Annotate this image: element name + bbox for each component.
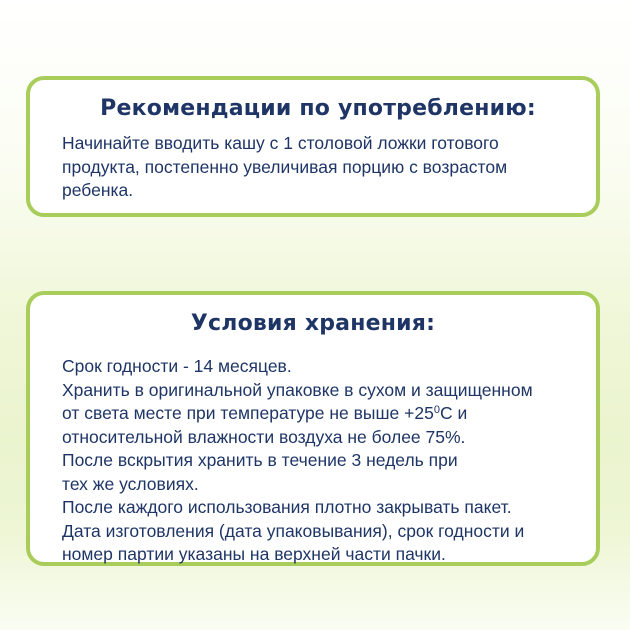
recommendations-line: ребенка.: [62, 180, 134, 200]
batch-number-line: номер партии указаны на верхней части пачки.: [62, 544, 446, 564]
storage-text: [30, 337, 596, 567]
manufacture-date-line: Дата изготовления (дата упаковывания), срок годности и: [62, 520, 525, 541]
humidity-line: относительной влажности воздуха не более 75%.: [62, 426, 466, 447]
storage-line: Хранить в оригинальной упаковке в сухом и защищенном: [62, 379, 533, 400]
after-opening-line: тех же условиях.: [62, 473, 199, 494]
after-opening-line: После вскрытия хранить в течение 3 недель при: [62, 450, 458, 470]
temperature-text: от света месте при температуре не выше +25: [62, 403, 434, 423]
recommendations-line: Начинайте вводить кашу с 1 столовой ложки готового: [62, 133, 499, 153]
storage-card: [26, 291, 600, 566]
recommendations-line: продукта, постепенно увеличивая порцию с возрастом: [62, 156, 508, 177]
recommendations-text: [30, 122, 596, 203]
recommendations-card: [26, 76, 600, 217]
recommendations-title: Рекомендации по употреблению:: [100, 96, 536, 121]
closing-line: После каждого использования плотно закрывать пакет.: [62, 497, 512, 517]
temperature-unit: С и: [439, 403, 468, 423]
degree-superscript: 0: [433, 404, 440, 416]
temperature-line: [62, 402, 582, 426]
storage-title: Условия хранения:: [190, 311, 436, 336]
shelf-life-line: Срок годности - 14 месяцев.: [62, 356, 292, 376]
